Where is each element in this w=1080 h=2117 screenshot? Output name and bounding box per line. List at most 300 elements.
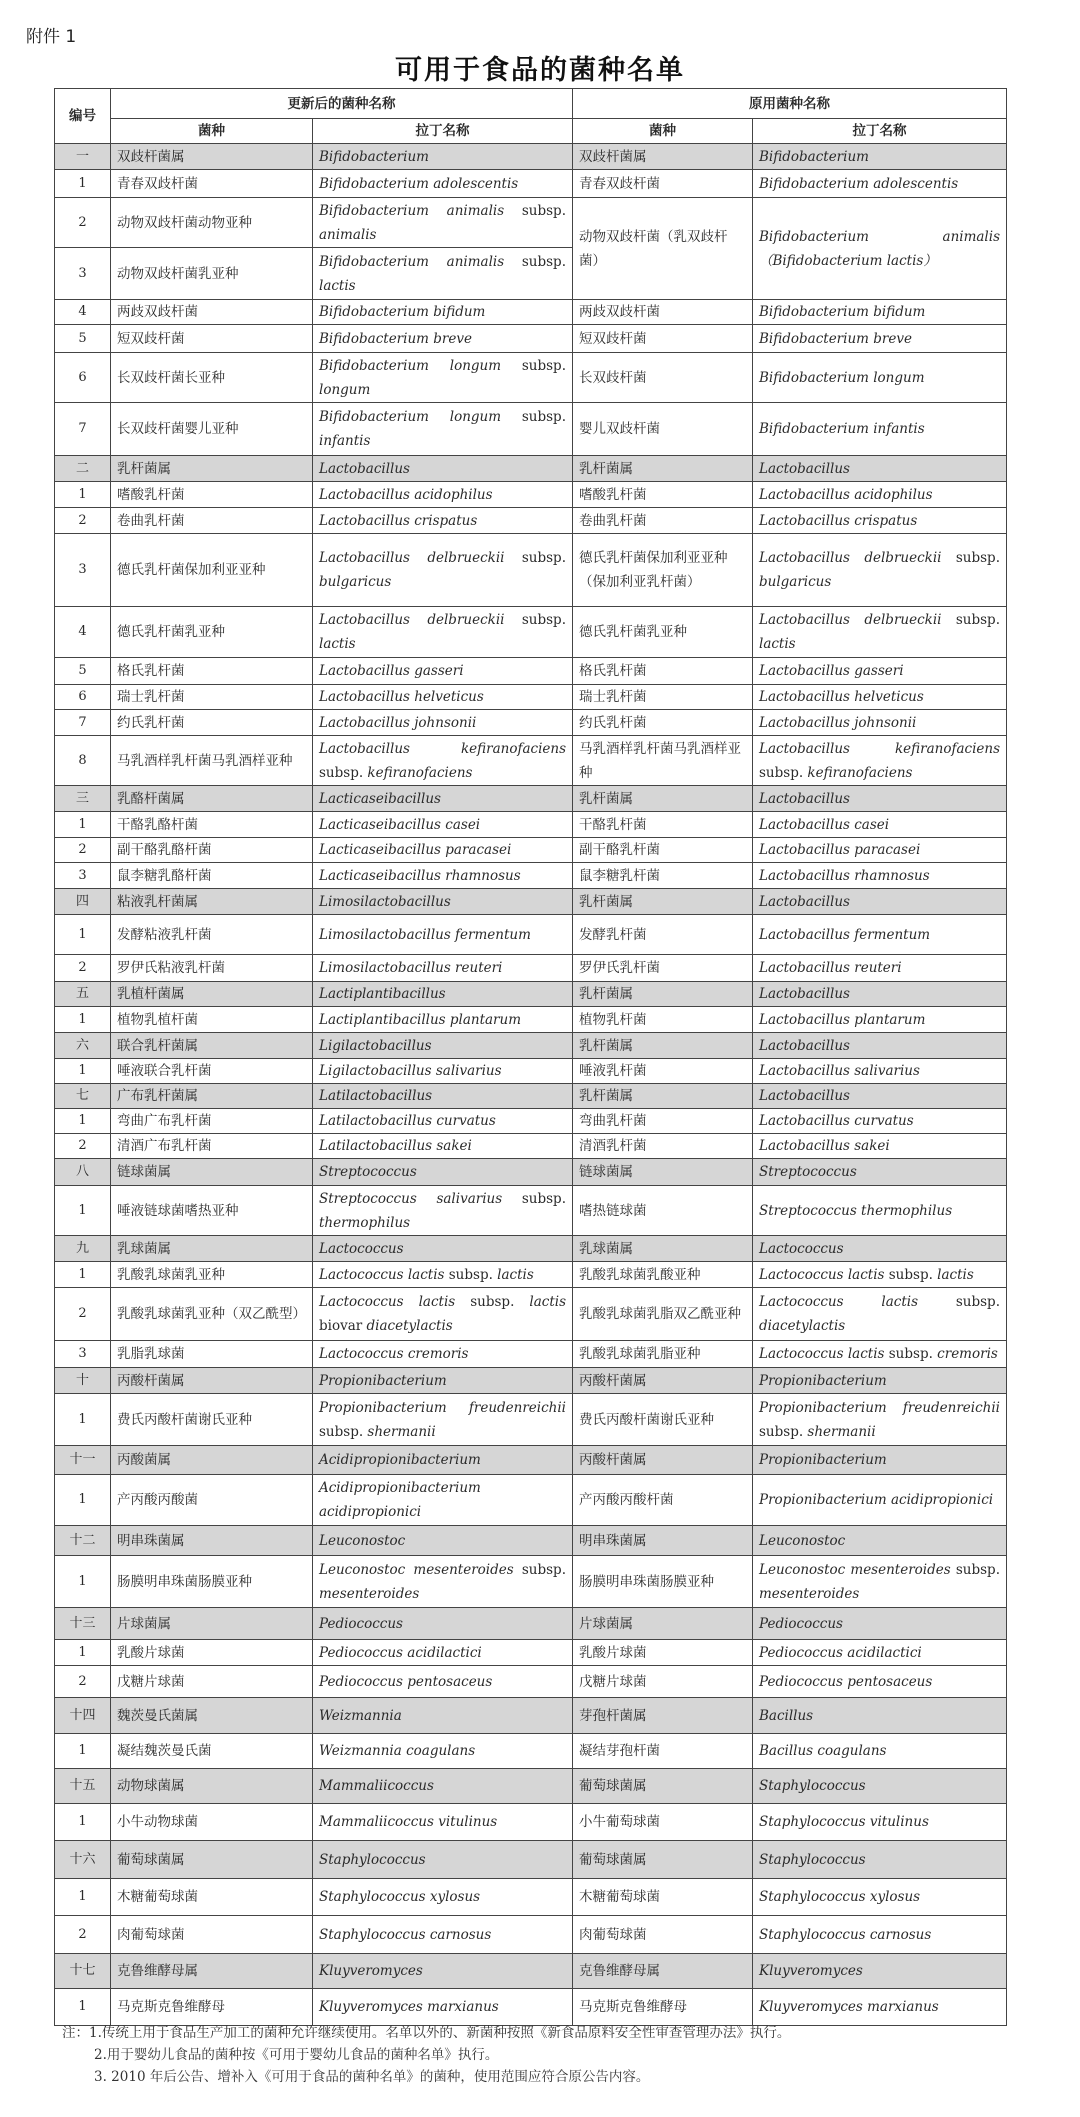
updated-latin-name: Bifidobacterium animalis subsp. lactis (313, 248, 573, 300)
updated-species-name: 乳酸乳球菌乳亚种（双乙酰型） (111, 1288, 313, 1341)
updated-species-name: 干酪乳酪杆菌 (111, 812, 313, 838)
updated-latin-name: Limosilactobacillus fermentum (313, 915, 573, 955)
original-species-name: 卷曲乳杆菌 (573, 508, 753, 534)
original-latin-name: Lactobacillus fermentum (753, 915, 1007, 955)
row-number: 1 (55, 1734, 111, 1769)
row-number: 5 (55, 658, 111, 685)
original-latin-name: Bifidobacterium (753, 144, 1007, 170)
original-species-name: 肉葡萄球菌 (573, 1916, 753, 1954)
table-row (55, 1341, 1007, 1368)
updated-latin-name: Leuconostoc mesenteroides subsp. mesenteroides (313, 1556, 573, 1608)
table-row (55, 1475, 1007, 1526)
original-latin-name: Staphylococcus vitulinus (753, 1804, 1007, 1841)
original-species-name: 双歧杆菌属 (573, 144, 753, 170)
updated-species-name: 嗜酸乳杆菌 (111, 482, 313, 508)
row-number: 二 (55, 456, 111, 482)
header-row-group (55, 89, 1007, 119)
original-latin-name: Propionibacterium (753, 1368, 1007, 1394)
table-row (55, 838, 1007, 863)
updated-species-name: 广布乳杆菌属 (111, 1084, 313, 1109)
original-latin-name: Bifidobacterium infantis (753, 403, 1007, 456)
original-species-name: 嗜热链球菌 (573, 1186, 753, 1236)
original-species-name: 葡萄球菌属 (573, 1841, 753, 1879)
row-number: 4 (55, 300, 111, 325)
original-species-name: 克鲁维酵母属 (573, 1954, 753, 1989)
updated-species-name: 乳杆菌属 (111, 456, 313, 482)
table-row (55, 863, 1007, 889)
genus-row (55, 1841, 1007, 1879)
updated-species-name: 德氏乳杆菌保加利亚亚种 (111, 534, 313, 607)
updated-species-name: 魏茨曼氏菌属 (111, 1698, 313, 1734)
table-row (55, 1059, 1007, 1084)
updated-latin-name: Lactobacillus (313, 456, 573, 482)
original-latin-name: Lactobacillus paracasei (753, 838, 1007, 863)
updated-species-name: 凝结魏茨曼氏菌 (111, 1734, 313, 1769)
original-species-name: 芽孢杆菌属 (573, 1698, 753, 1734)
original-species-name: 格氏乳杆菌 (573, 658, 753, 685)
table-row (55, 658, 1007, 685)
table-row (55, 170, 1007, 198)
updated-latin-name: Lactobacillus kefiranofaciens subsp. kefiranofaciens (313, 736, 573, 786)
col-header-updated-latin: 拉丁名称 (313, 119, 573, 144)
original-latin-name: Lactobacillus casei (753, 812, 1007, 838)
updated-species-name: 清酒广布乳杆菌 (111, 1134, 313, 1159)
updated-latin-name: Bifidobacterium longum subsp. longum (313, 353, 573, 403)
row-number: 八 (55, 1159, 111, 1186)
row-number: 1 (55, 1007, 111, 1033)
updated-latin-name: Bifidobacterium breve (313, 325, 573, 353)
table-row (55, 915, 1007, 955)
col-header-updated-species: 菌种 (111, 119, 313, 144)
table-row (55, 1109, 1007, 1134)
genus-row (55, 1084, 1007, 1109)
updated-species-name: 链球菌属 (111, 1159, 313, 1186)
table-row (55, 1734, 1007, 1769)
original-species-name: 约氏乳杆菌 (573, 710, 753, 736)
original-species-name: 丙酸杆菌属 (573, 1446, 753, 1475)
genus-row (55, 889, 1007, 915)
genus-row (55, 1769, 1007, 1804)
updated-latin-name: Bifidobacterium longum subsp. infantis (313, 403, 573, 456)
table-row (55, 353, 1007, 403)
updated-latin-name: Mammaliicoccus (313, 1769, 573, 1804)
original-latin-name: Pediococcus acidilactici (753, 1640, 1007, 1666)
updated-latin-name: Mammaliicoccus vitulinus (313, 1804, 573, 1841)
original-latin-name: Kluyveromyces (753, 1954, 1007, 1989)
attachment-label: 附件 1 (26, 27, 77, 47)
row-number: 7 (55, 403, 111, 456)
genus-row (55, 1608, 1007, 1640)
original-latin-name: Lactobacillus crispatus (753, 508, 1007, 534)
original-species-name: 马乳酒样乳杆菌马乳酒样亚种 (573, 736, 753, 786)
original-species-name: 唾液乳杆菌 (573, 1059, 753, 1084)
row-number: 3 (55, 863, 111, 889)
table-row (55, 1394, 1007, 1446)
updated-latin-name: Leuconostoc (313, 1526, 573, 1556)
table-row (55, 1186, 1007, 1236)
original-species-name: 嗜酸乳杆菌 (573, 482, 753, 508)
updated-latin-name: Pediococcus (313, 1608, 573, 1640)
original-latin-name: Lactobacillus reuteri (753, 955, 1007, 982)
table-row (55, 710, 1007, 736)
table-row (55, 1666, 1007, 1698)
row-number: 3 (55, 248, 111, 300)
row-number: 3 (55, 1341, 111, 1368)
updated-species-name: 马乳酒样乳杆菌马乳酒样亚种 (111, 736, 313, 786)
updated-species-name: 卷曲乳杆菌 (111, 508, 313, 534)
updated-species-name: 鼠李糖乳酪杆菌 (111, 863, 313, 889)
footnote-2: 2.用于婴幼儿食品的菌种按《可用于婴幼儿食品的菌种名单》执行。 (94, 2047, 499, 2063)
original-species-name: 费氏丙酸杆菌谢氏亚种 (573, 1394, 753, 1446)
col-header-original-names: 原用菌种名称 (573, 89, 1007, 119)
row-number: 2 (55, 1134, 111, 1159)
updated-latin-name: Bifidobacterium animalis subsp. animalis (313, 198, 573, 248)
original-species-name: 乳杆菌属 (573, 889, 753, 915)
updated-latin-name: Streptococcus salivarius subsp. thermophilus (313, 1186, 573, 1236)
updated-species-name: 乳酸片球菌 (111, 1640, 313, 1666)
original-species-name: 产丙酸丙酸杆菌 (573, 1475, 753, 1526)
original-species-name: 德氏乳杆菌乳亚种 (573, 607, 753, 658)
original-species-name: 乳酸乳球菌乳酸亚种 (573, 1262, 753, 1288)
original-latin-name: Propionibacterium (753, 1446, 1007, 1475)
original-species-name: 明串珠菌属 (573, 1526, 753, 1556)
col-header-original-species: 菌种 (573, 119, 753, 144)
original-latin-name: Lactobacillus (753, 982, 1007, 1007)
updated-species-name: 戊糖片球菌 (111, 1666, 313, 1698)
genus-row (55, 1526, 1007, 1556)
updated-latin-name: Propionibacterium freudenreichii subsp. shermanii (313, 1394, 573, 1446)
row-number: 五 (55, 982, 111, 1007)
row-number: 8 (55, 736, 111, 786)
table-row (55, 955, 1007, 982)
updated-latin-name: Ligilactobacillus salivarius (313, 1059, 573, 1084)
updated-species-name: 青春双歧杆菌 (111, 170, 313, 198)
row-number: 十三 (55, 1608, 111, 1640)
original-latin-name: Staphylococcus (753, 1769, 1007, 1804)
original-latin-name: Bifidobacterium bifidum (753, 300, 1007, 325)
original-latin-name: Lactobacillus (753, 889, 1007, 915)
original-latin-name: Staphylococcus carnosus (753, 1916, 1007, 1954)
updated-latin-name: Latilactobacillus sakei (313, 1134, 573, 1159)
updated-species-name: 发酵粘液乳杆菌 (111, 915, 313, 955)
original-species-name: 青春双歧杆菌 (573, 170, 753, 198)
updated-latin-name: Lactobacillus crispatus (313, 508, 573, 534)
original-species-name: 丙酸杆菌属 (573, 1368, 753, 1394)
original-species-name: 弯曲乳杆菌 (573, 1109, 753, 1134)
original-latin-name: Streptococcus thermophilus (753, 1186, 1007, 1236)
row-number: 1 (55, 170, 111, 198)
updated-species-name: 乳脂乳球菌 (111, 1341, 313, 1368)
updated-latin-name: Lactobacillus johnsonii (313, 710, 573, 736)
genus-row (55, 1698, 1007, 1734)
table-row (55, 1288, 1007, 1341)
row-number: 1 (55, 1475, 111, 1526)
table-row (55, 1556, 1007, 1608)
row-number: 2 (55, 955, 111, 982)
updated-species-name: 联合乳杆菌属 (111, 1033, 313, 1059)
updated-latin-name: Acidipropionibacterium acidipropionici (313, 1475, 573, 1526)
original-latin-name: Lactobacillus salivarius (753, 1059, 1007, 1084)
row-number: 1 (55, 812, 111, 838)
updated-species-name: 费氏丙酸杆菌谢氏亚种 (111, 1394, 313, 1446)
updated-species-name: 副干酪乳酪杆菌 (111, 838, 313, 863)
row-number: 1 (55, 1109, 111, 1134)
original-species-name: 发酵乳杆菌 (573, 915, 753, 955)
original-latin-name: Lactobacillus sakei (753, 1134, 1007, 1159)
updated-species-name: 瑞士乳杆菌 (111, 685, 313, 710)
updated-latin-name: Lactococcus cremoris (313, 1341, 573, 1368)
row-number: 6 (55, 685, 111, 710)
updated-species-name: 乳球菌属 (111, 1236, 313, 1262)
original-species-name: 乳杆菌属 (573, 456, 753, 482)
row-number: 4 (55, 607, 111, 658)
row-number: 6 (55, 353, 111, 403)
original-species-name: 植物乳杆菌 (573, 1007, 753, 1033)
updated-species-name: 克鲁维酵母属 (111, 1954, 313, 1989)
genus-row (55, 1368, 1007, 1394)
original-species-name: 两歧双歧杆菌 (573, 300, 753, 325)
strain-list-table (54, 88, 1007, 2026)
original-species-name: 长双歧杆菌 (573, 353, 753, 403)
original-species-name: 乳酸乳球菌乳脂双乙酰亚种 (573, 1288, 753, 1341)
row-number: 2 (55, 508, 111, 534)
updated-latin-name: Lactobacillus acidophilus (313, 482, 573, 508)
original-species-name: 乳杆菌属 (573, 982, 753, 1007)
row-number: 2 (55, 1288, 111, 1341)
genus-row (55, 1033, 1007, 1059)
original-latin-name: Lactococcus lactis subsp. cremoris (753, 1341, 1007, 1368)
original-latin-name: Lactobacillus acidophilus (753, 482, 1007, 508)
original-species-name: 瑞士乳杆菌 (573, 685, 753, 710)
updated-latin-name: Bifidobacterium (313, 144, 573, 170)
original-latin-name: Lactobacillus (753, 1084, 1007, 1109)
original-species-name: 戊糖片球菌 (573, 1666, 753, 1698)
updated-species-name: 唾液链球菌嗜热亚种 (111, 1186, 313, 1236)
updated-species-name: 弯曲广布乳杆菌 (111, 1109, 313, 1134)
row-number: 3 (55, 534, 111, 607)
table-row (55, 508, 1007, 534)
original-species-name: 德氏乳杆菌保加利亚亚种（保加利亚乳杆菌） (573, 534, 753, 607)
original-latin-name: Propionibacterium acidipropionici (753, 1475, 1007, 1526)
original-latin-name: Lactobacillus curvatus (753, 1109, 1007, 1134)
row-number: 2 (55, 1666, 111, 1698)
row-number: 1 (55, 482, 111, 508)
row-number: 7 (55, 710, 111, 736)
row-number: 1 (55, 1394, 111, 1446)
original-species-name: 副干酪乳杆菌 (573, 838, 753, 863)
updated-latin-name: Kluyveromyces (313, 1954, 573, 1989)
original-species-name: 片球菌属 (573, 1608, 753, 1640)
original-species-name: 乳杆菌属 (573, 1033, 753, 1059)
original-species-name: 鼠李糖乳杆菌 (573, 863, 753, 889)
table-row (55, 300, 1007, 325)
original-latin-name: Propionibacterium freudenreichii subsp. shermanii (753, 1394, 1007, 1446)
updated-species-name: 丙酸菌属 (111, 1446, 313, 1475)
updated-latin-name: Staphylococcus xylosus (313, 1879, 573, 1916)
updated-latin-name: Lacticaseibacillus paracasei (313, 838, 573, 863)
original-latin-name: Lactobacillus delbrueckii subsp. bulgaricus (753, 534, 1007, 607)
original-species-name: 罗伊氏乳杆菌 (573, 955, 753, 982)
updated-latin-name: Lactococcus (313, 1236, 573, 1262)
col-header-updated-names: 更新后的菌种名称 (111, 89, 573, 119)
original-species-name: 婴儿双歧杆菌 (573, 403, 753, 456)
updated-species-name: 乳酸乳球菌乳亚种 (111, 1262, 313, 1288)
updated-latin-name: Lactobacillus delbrueckii subsp. lactis (313, 607, 573, 658)
original-latin-name: Leuconostoc (753, 1526, 1007, 1556)
updated-latin-name: Limosilactobacillus reuteri (313, 955, 573, 982)
row-number: 1 (55, 1059, 111, 1084)
row-number: 十一 (55, 1446, 111, 1475)
table-row (55, 1134, 1007, 1159)
table-row (55, 1879, 1007, 1916)
updated-species-name: 双歧杆菌属 (111, 144, 313, 170)
original-latin-name: Bifidobacterium longum (753, 353, 1007, 403)
original-latin-name: Streptococcus (753, 1159, 1007, 1186)
original-species-name: 干酪乳杆菌 (573, 812, 753, 838)
genus-row (55, 1236, 1007, 1262)
updated-species-name: 马克斯克鲁维酵母 (111, 1989, 313, 2026)
updated-species-name: 乳植杆菌属 (111, 982, 313, 1007)
genus-row (55, 456, 1007, 482)
original-latin-name: Lactobacillus (753, 786, 1007, 812)
original-species-name: 马克斯克鲁维酵母 (573, 1989, 753, 2026)
updated-species-name: 植物乳植杆菌 (111, 1007, 313, 1033)
updated-species-name: 片球菌属 (111, 1608, 313, 1640)
original-latin-name: Lactobacillus (753, 456, 1007, 482)
original-species-name: 短双歧杆菌 (573, 325, 753, 353)
updated-latin-name: Lacticaseibacillus rhamnosus (313, 863, 573, 889)
updated-species-name: 产丙酸丙酸菌 (111, 1475, 313, 1526)
original-latin-name: Bifidobacterium animalis（Bifidobacterium lactis） (753, 198, 1007, 300)
table-row (55, 1916, 1007, 1954)
original-latin-name: Bifidobacterium breve (753, 325, 1007, 353)
original-latin-name: Bifidobacterium adolescentis (753, 170, 1007, 198)
updated-latin-name: Lactiplantibacillus (313, 982, 573, 1007)
updated-latin-name: Latilactobacillus curvatus (313, 1109, 573, 1134)
updated-species-name: 长双歧杆菌婴儿亚种 (111, 403, 313, 456)
updated-species-name: 罗伊氏粘液乳杆菌 (111, 955, 313, 982)
updated-species-name: 动物球菌属 (111, 1769, 313, 1804)
original-species-name: 小牛葡萄球菌 (573, 1804, 753, 1841)
updated-latin-name: Ligilactobacillus (313, 1033, 573, 1059)
row-number: 1 (55, 1186, 111, 1236)
row-number: 1 (55, 1804, 111, 1841)
header-row-sub (55, 119, 1007, 144)
row-number: 十六 (55, 1841, 111, 1879)
updated-species-name: 动物双歧杆菌动物亚种 (111, 198, 313, 248)
row-number: 1 (55, 1989, 111, 2026)
original-latin-name: Lactobacillus gasseri (753, 658, 1007, 685)
updated-species-name: 德氏乳杆菌乳亚种 (111, 607, 313, 658)
updated-latin-name: Lactococcus lactis subsp. lactis biovar diacetylactis (313, 1288, 573, 1341)
original-latin-name: Lactobacillus kefiranofaciens subsp. kefiranofaciens (753, 736, 1007, 786)
col-header-original-latin: 拉丁名称 (753, 119, 1007, 144)
original-latin-name: Lactobacillus rhamnosus (753, 863, 1007, 889)
table-body (55, 144, 1007, 2026)
footnote-1: 注：1.传统上用于食品生产加工的菌种允许继续使用。名单以外的、新菌种按照《新食品原料安全性审查管理办法》执行。 (62, 2025, 791, 2041)
table-row (55, 198, 1007, 248)
updated-latin-name: Propionibacterium (313, 1368, 573, 1394)
genus-row (55, 982, 1007, 1007)
updated-species-name: 约氏乳杆菌 (111, 710, 313, 736)
row-number: 1 (55, 915, 111, 955)
genus-row (55, 1954, 1007, 1989)
original-latin-name: Lactococcus (753, 1236, 1007, 1262)
updated-latin-name: Lacticaseibacillus casei (313, 812, 573, 838)
footnote-3: 3. 2010 年后公告、增补入《可用于食品的菌种名单》的菌种，使用范围应符合原公告内容。 (94, 2069, 650, 2085)
updated-latin-name: Lactiplantibacillus plantarum (313, 1007, 573, 1033)
updated-species-name: 动物双歧杆菌乳亚种 (111, 248, 313, 300)
table-row (55, 1262, 1007, 1288)
table-row (55, 325, 1007, 353)
original-latin-name: Lactococcus lactis subsp. lactis (753, 1262, 1007, 1288)
row-number: 十四 (55, 1698, 111, 1734)
table-row (55, 403, 1007, 456)
updated-latin-name: Staphylococcus carnosus (313, 1916, 573, 1954)
row-number: 十 (55, 1368, 111, 1394)
updated-latin-name: Latilactobacillus (313, 1084, 573, 1109)
original-species-name: 清酒乳杆菌 (573, 1134, 753, 1159)
row-number: 1 (55, 1262, 111, 1288)
updated-species-name: 格氏乳杆菌 (111, 658, 313, 685)
original-latin-name: Pediococcus (753, 1608, 1007, 1640)
row-number: 十二 (55, 1526, 111, 1556)
table-row (55, 482, 1007, 508)
original-species-name: 乳酸乳球菌乳脂亚种 (573, 1341, 753, 1368)
updated-latin-name: Weizmannia coagulans (313, 1734, 573, 1769)
updated-species-name: 短双歧杆菌 (111, 325, 313, 353)
updated-latin-name: Acidipropionibacterium (313, 1446, 573, 1475)
row-number: 三 (55, 786, 111, 812)
original-species-name: 肠膜明串珠菌肠膜亚种 (573, 1556, 753, 1608)
table-row (55, 736, 1007, 786)
updated-latin-name: Weizmannia (313, 1698, 573, 1734)
row-number: 七 (55, 1084, 111, 1109)
original-species-name: 乳酸片球菌 (573, 1640, 753, 1666)
original-latin-name: Bacillus (753, 1698, 1007, 1734)
table-row (55, 1007, 1007, 1033)
original-latin-name: Staphylococcus xylosus (753, 1879, 1007, 1916)
updated-latin-name: Lacticaseibacillus (313, 786, 573, 812)
updated-latin-name: Bifidobacterium bifidum (313, 300, 573, 325)
original-latin-name: Lactobacillus johnsonii (753, 710, 1007, 736)
updated-latin-name: Kluyveromyces marxianus (313, 1989, 573, 2026)
table-row (55, 812, 1007, 838)
row-number: 十七 (55, 1954, 111, 1989)
row-number: 1 (55, 1879, 111, 1916)
row-number: 1 (55, 1556, 111, 1608)
table-row (55, 1640, 1007, 1666)
updated-latin-name: Lactobacillus delbrueckii subsp. bulgaricus (313, 534, 573, 607)
row-number: 2 (55, 1916, 111, 1954)
original-latin-name: Lactococcus lactis subsp. diacetylactis (753, 1288, 1007, 1341)
original-species-name: 动物双歧杆菌（乳双歧杆菌） (573, 198, 753, 300)
updated-latin-name: Pediococcus acidilactici (313, 1640, 573, 1666)
original-latin-name: Kluyveromyces marxianus (753, 1989, 1007, 2026)
updated-latin-name: Streptococcus (313, 1159, 573, 1186)
table-row (55, 607, 1007, 658)
original-species-name: 凝结芽孢杆菌 (573, 1734, 753, 1769)
original-species-name: 葡萄球菌属 (573, 1769, 753, 1804)
original-species-name: 木糖葡萄球菌 (573, 1879, 753, 1916)
updated-species-name: 丙酸杆菌属 (111, 1368, 313, 1394)
updated-species-name: 乳酪杆菌属 (111, 786, 313, 812)
updated-latin-name: Lactobacillus gasseri (313, 658, 573, 685)
original-latin-name: Bacillus coagulans (753, 1734, 1007, 1769)
table-row (55, 1989, 1007, 2026)
footnotes (62, 2022, 790, 2088)
table-row (55, 685, 1007, 710)
